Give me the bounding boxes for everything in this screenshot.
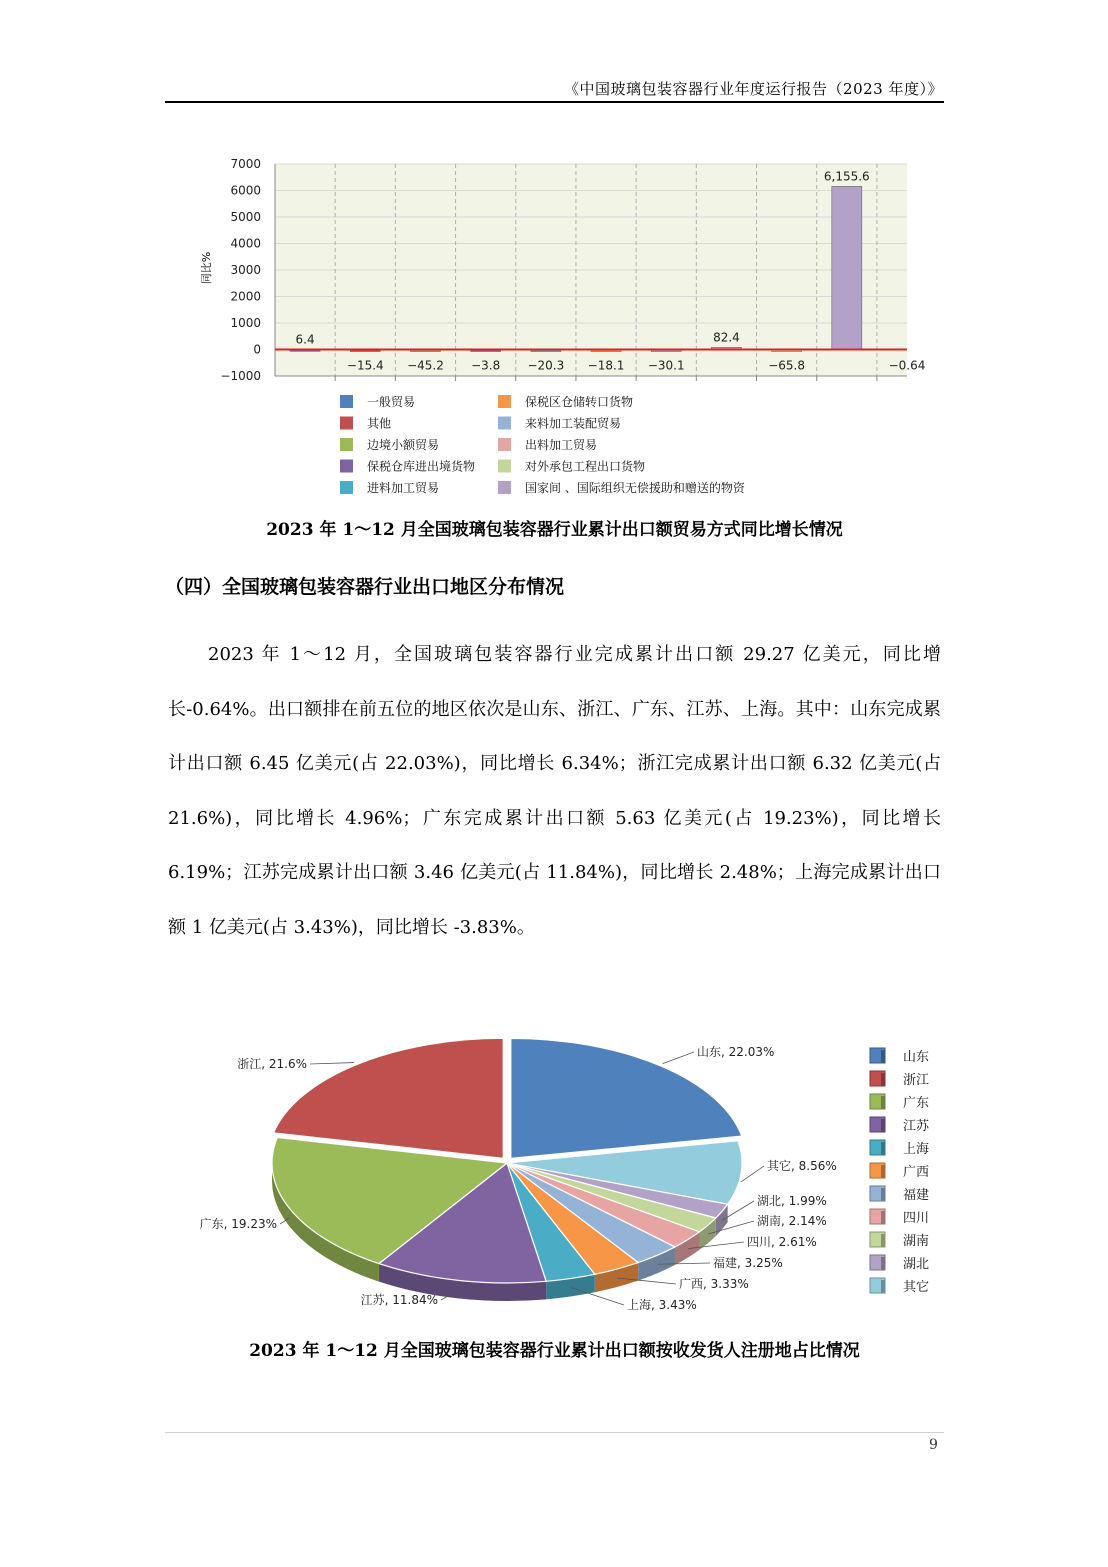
pie-leader-line: [741, 1166, 764, 1182]
pie-data-label: 其它, 8.56%: [767, 1159, 837, 1173]
pie-legend-swatch-shade: [881, 1142, 885, 1155]
pie-legend-swatch-shade: [881, 1096, 885, 1109]
legend-swatch: [498, 460, 511, 473]
pie-slice: [274, 1038, 504, 1158]
legend-swatch: [340, 438, 353, 451]
legend-swatch: [498, 438, 511, 451]
pie-chart-caption: 2023 年 1～12 月全国玻璃包装容器行业累计出口额按收发货人注册地占比情况: [249, 1341, 860, 1361]
legend-label: 出料加工贸易: [525, 438, 598, 452]
bar: [832, 186, 862, 349]
page-number: 9: [929, 1437, 938, 1453]
pie-data-label: 福建, 3.25%: [713, 1256, 783, 1270]
y-tick-label: 5000: [230, 210, 261, 224]
pie-legend-label: 浙江: [903, 1073, 930, 1088]
pie-data-label: 上海, 3.43%: [627, 1298, 697, 1312]
legend-swatch: [340, 395, 353, 408]
bar-data-label: 82.4: [713, 330, 740, 345]
pie-data-label: 江苏, 11.84%: [360, 1293, 438, 1307]
trade-mode-bar-chart: [195, 150, 935, 505]
bar-data-label: −15.4: [346, 358, 384, 373]
y-tick-label: 4000: [230, 236, 261, 251]
pie-legend-label: 上海: [903, 1142, 930, 1157]
pie-leader-line: [310, 1063, 354, 1064]
bar-data-label: 6.4: [295, 332, 315, 347]
y-tick-label: 2000: [230, 289, 261, 304]
pie-data-label: 广东, 19.23%: [199, 1217, 277, 1231]
bar-data-label: −20.3: [527, 358, 565, 373]
bar-data-label: −18.1: [587, 358, 625, 373]
legend-label: 一般贸易: [367, 395, 416, 409]
footer-rule: [165, 1432, 944, 1433]
pie-legend-swatch-shade: [881, 1280, 885, 1293]
pie-legend-swatch-shade: [881, 1165, 885, 1178]
body-paragraph: 2023 年 1～12 月，全国玻璃包装容器行业完成累计出口额 29.27 亿美元，同比增长-0.64%。出口额排在前五位的地区依次是山东、浙江、广东、江苏、上海。其中：山东完成累计出口额 6.45 亿美元(占 22.03%)，同比增长 6.34%；浙江完成累计出口额 6.32 亿美元(占 21.6%)，同比增长 4.96%；广东完成累计出口额 5.63 亿美元(占 19.23%)，同比增长 6.19%；江苏完成累计出口额 3.46 亿美元(占 11.84%)，同比增长 2.48%；上海完成累计出口额 1 亿美元(占 3.43%)，同比增长 -3.83%。: [168, 644, 941, 938]
pie-legend-label: 江苏: [903, 1119, 930, 1134]
pie-legend-swatch-shade: [881, 1073, 885, 1086]
legend-label: 保税区仓储转口货物: [525, 395, 634, 409]
pie-legend-label: 福建: [903, 1188, 930, 1203]
pie-data-label: 湖北, 1.99%: [757, 1194, 827, 1208]
legend-swatch: [340, 460, 353, 473]
legend-swatch: [498, 395, 511, 408]
bar-data-label: −65.8: [768, 358, 806, 373]
legend-label: 其他: [367, 416, 392, 431]
y-tick-label: 3000: [230, 263, 261, 277]
pie-legend-label: 山东: [903, 1050, 930, 1065]
bar-chart-caption: 2023 年 1～12 月全国玻璃包装容器行业累计出口额贸易方式同比增长情况: [266, 520, 843, 540]
pie-legend-label: 广东: [903, 1096, 930, 1111]
legend-label: 对外承包工程出口货物: [525, 459, 646, 474]
y-tick-label: 1000: [230, 316, 261, 330]
pie-legend-label: 湖北: [903, 1257, 930, 1272]
legend-swatch: [340, 481, 353, 494]
pie-data-label: 湖南, 2.14%: [757, 1214, 827, 1228]
pie-legend-swatch-shade: [881, 1050, 885, 1063]
bar-data-label: −0.64: [888, 358, 926, 373]
pie-legend-label: 广西: [903, 1165, 930, 1180]
header-rule: [165, 101, 944, 103]
legend-label: 保税仓库进出境货物: [367, 459, 476, 474]
report-header-title: 《中国玻璃包装容器行业年度运行报告（2023 年度）》: [564, 80, 943, 98]
legend-swatch: [498, 417, 511, 430]
y-tick-label: 7000: [230, 157, 261, 171]
legend-label: 来料加工装配贸易: [525, 416, 622, 431]
pie-legend-label: 四川: [903, 1211, 930, 1226]
bar-data-label: −3.8: [471, 358, 501, 373]
pie-legend-label: 湖南: [903, 1234, 930, 1249]
y-tick-label: −1000: [220, 369, 261, 383]
pie-legend-label: 其它: [903, 1280, 930, 1295]
pie-leader-line: [663, 1052, 694, 1064]
y-tick-label: 6000: [230, 183, 261, 198]
legend-label: 国家间 、国际组织无偿援助和赠送的物资: [525, 481, 745, 495]
pie-legend-swatch-shade: [881, 1234, 885, 1247]
region-pie-chart: [165, 1030, 944, 1320]
pie-data-label: 山东, 22.03%: [697, 1045, 775, 1059]
bar-data-label: −30.1: [647, 358, 685, 373]
bar-data-label: −45.2: [407, 358, 444, 373]
legend-label: 边境小额贸易: [367, 438, 440, 452]
y-tick-label: 0: [253, 342, 261, 357]
pie-data-label: 广西, 3.33%: [679, 1277, 749, 1291]
section-heading: （四）全国玻璃包装容器行业出口地区分布情况: [165, 576, 565, 598]
pie-legend-swatch-shade: [881, 1257, 885, 1270]
pie-data-label: 浙江, 21.6%: [237, 1057, 307, 1071]
legend-swatch: [340, 417, 353, 430]
pie-legend-swatch-shade: [881, 1211, 885, 1224]
pie-legend-swatch-shade: [881, 1119, 885, 1132]
y-axis-label: 同比%: [200, 251, 213, 285]
pie-legend-swatch-shade: [881, 1188, 885, 1201]
pie-data-label: 四川, 2.61%: [747, 1235, 817, 1249]
bar-data-label: 6,155.6: [823, 169, 870, 184]
legend-label: 进料加工贸易: [367, 481, 440, 495]
legend-swatch: [498, 481, 511, 494]
